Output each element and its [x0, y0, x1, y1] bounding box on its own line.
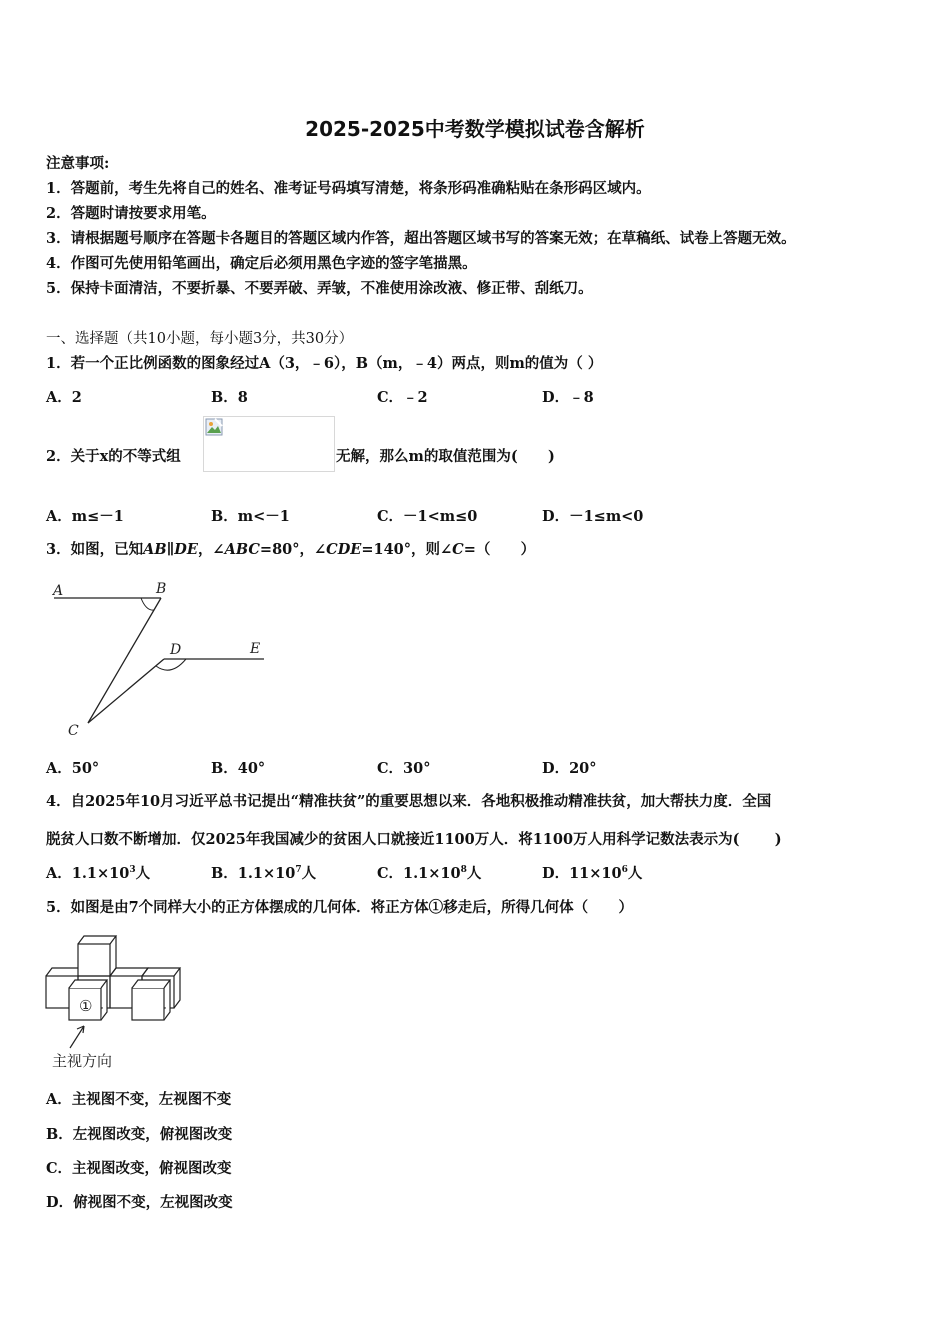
question-3-option-a: A．50°: [46, 760, 100, 777]
question-2-stem-start: 2．关于x的不等式组: [46, 448, 181, 465]
question-1-option-a: A．2: [46, 389, 82, 406]
question-2-option-a: A．m≤－1: [46, 508, 124, 525]
question-4-option-c: C．$1.1\times 10^8$人: [377, 865, 482, 882]
question-5-stem: 5．如图是由7个同样大小的正方体摆成的几何体．将正方体①移走后，所得几何体（ ）: [46, 899, 633, 916]
question-4-option-b: B．$1.1\times 10^7$人: [211, 865, 317, 882]
question-4-option-d: D．$11\times 10^6$人: [542, 865, 643, 882]
notice-item: 1．答题前，考生先将自己的姓名、准考证号码填写清楚，将条形码准确粘贴在条形码区域内。: [46, 180, 651, 197]
question-5-option-d: D．俯视图不变，左视图改变: [46, 1194, 233, 1211]
cube-stack-figure: [40, 930, 190, 1072]
inequality-image-placeholder: [203, 416, 335, 472]
question-2-option-b: B．m<－1: [211, 508, 290, 525]
cube-one-label: ①: [79, 997, 93, 1015]
question-3-option-c: C．30°: [377, 760, 431, 777]
notice-item: 4．作图可先使用铅笔画出，确定后必须用黑色字迹的签字笔描黑。: [46, 255, 477, 272]
direction-label: 主视方向: [52, 1052, 113, 1070]
question-5-option-c: C．主视图改变，俯视图改变: [46, 1160, 232, 1177]
question-5-option-b: B．左视图改变，俯视图改变: [46, 1126, 233, 1143]
page-title: 2025-2025中考数学模拟试卷含解析: [305, 117, 645, 141]
question-2-option-d: D．－1≤m<0: [542, 508, 644, 525]
question-4-stem-line-2: 脱贫人口数不断增加．仅2025年我国减少的贫困人口就接近1100万人．将1100万人用科学记数法表示为( ): [46, 831, 782, 848]
question-4-option-a: A．$1.1\times 10^3$人: [46, 865, 151, 882]
label-e: E: [250, 641, 261, 657]
question-3-option-b: B．40°: [211, 760, 266, 777]
notice-item: 3．请根据题号顺序在答题卡各题目的答题区域内作答，超出答题区域书写的答案无效；在草稿纸、试卷上答题无效。: [46, 230, 796, 247]
notice-heading: 注意事项:: [46, 155, 110, 172]
question-3-stem: 3．如图，已知AB∥DE，∠ABC=80°，∠CDE=140°，则∠C=（ ）: [46, 541, 536, 558]
question-5-option-a: A．主视图不变，左视图不变: [46, 1091, 232, 1108]
notice-item: 2．答题时请按要求用笔。: [46, 205, 216, 222]
label-a: A: [53, 583, 64, 599]
label-d: D: [170, 642, 182, 658]
notice-item: 5．保持卡面清洁，不要折暴、不要弄破、弄皱，不准使用涂改液、修正带、刮纸刀。: [46, 280, 593, 297]
question-4-stem-line-1: 4．自2025年10月习近平总书记提出“精准扶贫”的重要思想以来．各地积极推动精准扶贫，加大帮扶力度．全国: [46, 793, 772, 810]
label-c: C: [68, 723, 79, 739]
question-2-option-c: C．－1<m≤0: [377, 508, 478, 525]
section-heading: 一、选择题（共10小题，每小题3分，共30分）: [46, 331, 354, 347]
question-1-option-d: D．﹣8: [542, 389, 594, 406]
label-b: B: [156, 581, 167, 597]
question-1-option-b: B．8: [211, 389, 248, 406]
broken-image-icon: [205, 418, 223, 436]
question-1-stem: 1．若一个正比例函数的图象经过A（3，﹣6），B（m，﹣4）两点，则m的值为（ ）: [46, 355, 603, 372]
question-2-stem-end: 无解，那么m的取值范围为( ): [336, 448, 555, 465]
question-3-option-d: D．20°: [542, 760, 597, 777]
question-1-option-c: C．﹣2: [377, 389, 428, 406]
parallel-lines-figure: [46, 575, 276, 745]
